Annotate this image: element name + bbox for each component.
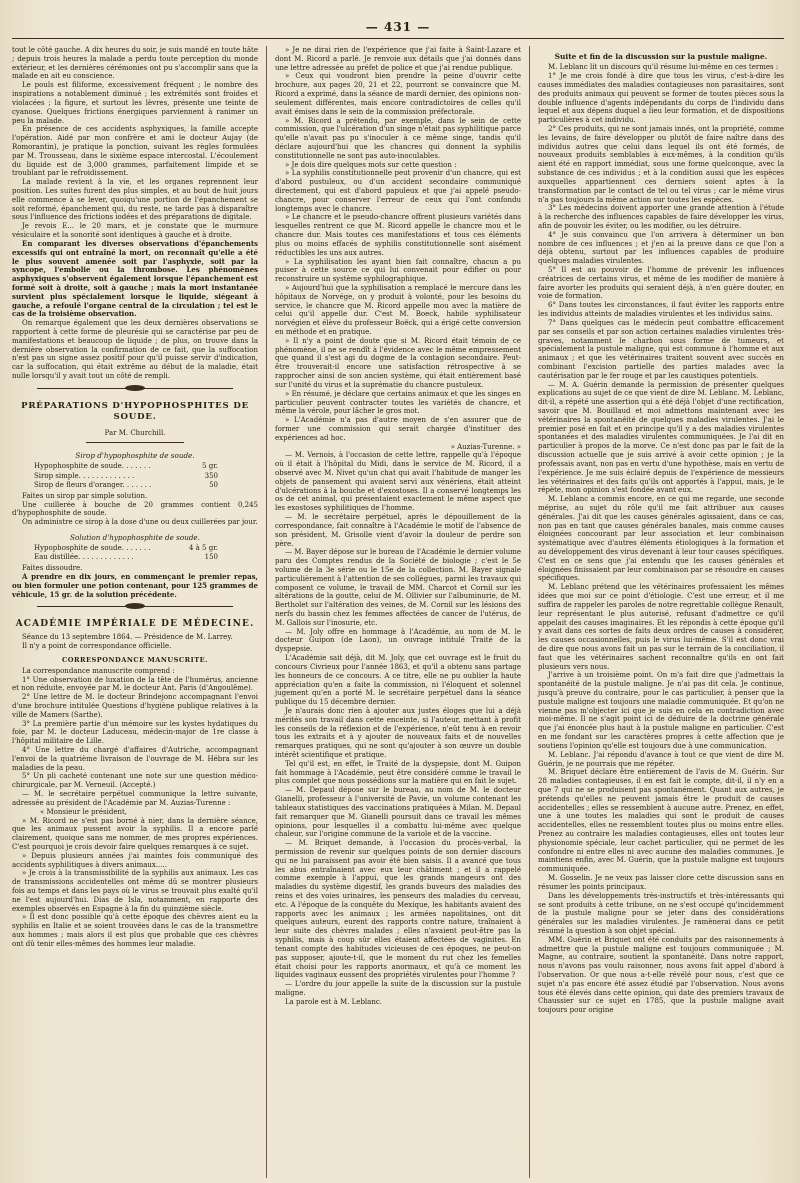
column-1 <box>12 46 258 1178</box>
paragraph: Faites un sirop par simple solution. <box>22 491 148 500</box>
paragraph: — M. le secrétaire perpétuel communique la lettre suivante, adressée au président de l'Académie par M. Auzias-Turenne : <box>12 790 258 807</box>
recipe-row <box>12 462 258 471</box>
paragraph: Je n'aurais donc rien à ajouter aux justes éloges que lui a déjà mérités son travail dans cette enceinte, si l'auteur, mettant à profit les conseils de la réflexion et de l'expérience, n'eût tenu à en revoir tous les extraits et à y ajouter de nouveaux faits et de nouvelles remarques pratiques, qui ne sont qu'ajouter à son œuvre un double intérêt scientifique et pratique. <box>275 706 521 759</box>
paragraph: J'arrive à un troisième point. On m'a fait dire que j'admettais la spontanéité de la pustule maligne. Je n'ai pas dit cela. Je continue, jusqu'à preuve du contraire, pour le cas particulier, à penser que la pustule maligne est toujours une maladie communiquée. Et qu'on ne vienne pas m'objecter ici que je suis en cela en contradiction avec moi-même. Il ne s'agit point ici de déduire de la doctrine générale que j'ai énoncée plus haut à la pustule maligne en particulier. C'est en me fondant sur les caractères propres à cette affection que je soutiens l'opinion qu'elle est toujours due à une communication. <box>538 671 784 750</box>
academy-heading: ACADÉMIE IMPÉRIALE DE MÉDECINE. <box>15 619 255 630</box>
paragraph: 1° Je me crois fondé à dire que tous les virus, c'est-à-dire les causes immédiates des maladies contagieuses non parasitaires, sont des produits animaux qui peuvent se former de toutes pièces sous la double influence d'agents indépendants du corps de l'individu dans lequel et aux dépens duquel a lieu leur formation, et de dispositions particulières à cet individu. <box>538 72 784 125</box>
session-line: Séance du 13 septembre 1864. — Présidence de M. Larrey. <box>22 632 233 641</box>
ingredient-name: Hypophosphite de soude. . . . . . . <box>34 462 151 471</box>
paragraph: » Il n'y a point de doute que si M. Ricord était témoin de ce phénomène, il ne se rendît à l'évidence avec le même empressement que quand il s'est agi du dogme de la contagion secondaire. Peut-être trouverait-il encore une satisfaction rétrospective à se rapprocher ainsi de son ancien système, qui était entièrement basé sur l'unité du virus et la suprématie du chancre pustuleux. <box>275 336 521 389</box>
paragraph: 3° La première partie d'un mémoire sur les kystes hydatiques du foie, par M. le docteur Laduceau, médecin-major de 1re classe à l'hôpital militaire de Lille. <box>12 719 258 746</box>
ingredient-amount: 350 <box>204 471 218 480</box>
paragraph: 7° Dans quelques cas le médecin peut combattre efficacement par ses conseils et par son action certaines maladies virulentes très-graves, notamment le charbon sous forme de tumeurs, et spécialement la pustule maligne, qui est commune à l'homme et aux animaux ; et que les vétérinaires traitent souvent avec succès en combinant l'excision partielle des parties malades avec la cautérisation par le fer rouge et par les caustiques potentiels. <box>538 318 784 380</box>
paragraph: — M. Briquet demande, à l'occasion du procès-verbal, la permission de revenir sur quelques points de son dernier discours qui ne lui paraissent pas avoir été bien saisis. Il a avancé que tous les abus entraînaient avec eux leur châtiment ; et il a rappelé comme exemple à l'appui, que les grands mangeurs ont des maladies du système digestif, les grands buveurs des maladies des reins et des voies urinaires, les penseurs des maladies du cerveau, etc. A l'époque de la conquête du Mexique, les habitants avaient des rapports avec les animaux ; les armées napolitaines, ont dit quelques auteurs, eurent des rapports contre nature, traînaient à leur suite des chèvres malades ; elles n'avaient peut-être pas la syphilis, mais à coup sûr elles étaient affectées de vaginites. En tenant compte des habitudes vicieuses de ces époques, ne peut-on pas supposer, ajoute-t-il, que le moment du rut chez les femelles était choisi pour les rapports anormaux, et qu'à ce moment les liquides vaginaux eussent des propriétés virulentes pour l'homme ? <box>275 839 521 980</box>
letter-salutation: « Monsieur le président, <box>40 807 128 816</box>
paragraph: La correspondance manuscrite comprend : <box>22 666 175 675</box>
recipe-row <box>12 553 258 562</box>
paragraph: » En résumé, je déclare que certains animaux et que les singes en particulier peuvent contracter toutes les variétés de chancre, et même la vérole, pour lâcher le gros mot. <box>275 389 521 416</box>
section-divider <box>12 599 258 613</box>
recipe-table <box>12 544 258 562</box>
paragraph: 2° Une lettre de M. le docteur Brindejonc accompagnant l'envoi d'une brochure intitulée Questions d'hygiène publique relatives à la ville de Mamers (Sarthe). <box>12 693 258 719</box>
ingredient-name: Sirop de fleurs d'oranger. . . . . . . <box>34 480 152 489</box>
paragraph: » Aujourd'hui que la syphilisation a remplacé le mercure dans les hôpitaux de Norvége, on y produit à volonté, pour les besoins du service, le chancre que M. Ricord appelle mou avec la matière de celui qu'il appelle dur. C'est M. Boeck, habile syphilisateur norvégien et élève du professeur Boëck, qui a érigé cette conversion en méthode et en pratique. <box>275 283 521 336</box>
paragraph: A prendre en dix jours, en commençant le premier repas, ou bien formuler une potion contenant, pour 125 grammes de véhicule, 15 gr. de la solution précédente. <box>12 572 258 599</box>
paragraph: Le pouls est filiforme, excessivement fréquent ; le nombre des inspirations a notablement diminué ; les extrémités sont froides et violacées ; la figure, et surtout les lèvres, présente une teinte de cyanose. Quelques frictions énergiques parviennent à ranimer un peu la malade. <box>12 81 258 125</box>
paragraph: » L'Académie n'a pas d'autre moyen de s'en assurer que de former une commission qui serait chargée d'instituer des expériences ad hoc. <box>275 416 521 442</box>
paragraph: En comparant les diverses observations d'épanchements excessifs qui ont entraîné la mort, on reconnaît qu'elle a été le plus souvent amenée soit par l'asphyxie, soit par la syncope, l'embolie ou la thrombose. Les phénomènes asphyxiques s'observent également lorsque l'épanchement est formé soit à droite, soit à gauche ; mais la mort instantanée survient plus spécialement lorsque le liquide, siégeant à gauche, a refoulé l'organe central de la circulation ; tel est le cas de la troisième observation. <box>12 238 258 319</box>
paragraph: » Le chancre et le pseudo-chancre offrent plusieurs variétés dans lesquelles rentrent ce que M. Ricord appelle le chancre mou et le chancre dur. Mais toutes ces manifestations et tous ces éléments plus ou moins effacés de syphilis constitutionnelle sont aisément réductibles les uns aux autres. <box>275 213 521 257</box>
ingredient-amount: 150 <box>204 553 218 562</box>
paragraph: » Il est donc possible qu'à cette époque des chèvres aient eu la syphilis en Italie et se soient trouvées dans le cas de la transmettre aux hommes ; mais alors il est plus que probable que ces chèvres ont dû tenir elles-mêmes des hommes leur maladie. <box>12 913 258 948</box>
ingredient-name: Eau distillée. . . . . . . . . . . . . <box>34 553 134 562</box>
paragraph: » Ceux qui voudront bien prendre la peine d'ouvrir cette brochure, aux pages 20, 21 et 22, pourront se convaincre que M. Ricord a exprimé, dans la séance de mardi dernier, des opinions non-seulement différentes, mais encore contradictoires de celles qu'il avait émises dans le sein de la commission préfectorale. <box>275 72 521 116</box>
recipe-row <box>12 472 258 481</box>
paragraph: M. Leblanc lit un discours qu'il résume lui-même en ces termes : <box>548 63 779 72</box>
paragraph: 5° Un pli cacheté contenant une note sur une question médico-chirurgicale, par M. Verneuil. (Accepté.) <box>12 772 258 790</box>
short-rule <box>12 439 258 445</box>
paragraph: — M. Vernois, à l'occasion de cette lettre, rappelle qu'à l'époque où il était à l'hôpital du Midi, dans le service de M. Ricord, il a observé avec M. Nivet qu'un chat qui avait l'habitude de manger les objets de pansement qui avaient servi aux vénériens, était atteint d'ulcérations à la bouche et d'exostoses. Il a conservé longtemps les os de cet animal, qui présentaient exactement le même aspect que les exostoses syphilitiques de l'homme. <box>275 451 521 513</box>
recipe-title: Solution d'hypophosphite de soude. <box>70 532 200 542</box>
recipe-table <box>12 462 258 489</box>
paragraph: 5° Il est au pouvoir de l'homme de prévenir les influences créatrices de certains virus, et même de les modifier de manière à faire avorter les produits qui seraient déjà, à n'en guère douter, en voie de formation. <box>538 266 784 301</box>
paragraph: M. Briquet déclare être entièrement de l'avis de M. Guérin. Sur 28 maladies contagieuses, il en est fait le compte, dit-il, il n'y en a que 7 qui ne se produisent pas spontanément. Quant aux autres, je prétends qu'elles ne peuvent jamais être le produit de causes accidentelles ; elles se ressemblent à aucune autre. Prenez, en effet, une à une toutes les maladies qui sont le produit de causes accidentelles, elles ne ressemblent toutes plus ou moins entre elles. Prenez au contraire les maladies contagieuses, elles ont toutes leur physionomie spéciale, leur cachet particulier, qui ne permet de les confondre ni entre elles ni avec aucune des maladies communes. Je maintiens enfin, avec M. Guérin, que la pustule maligne est toujours communiquée. <box>538 768 784 874</box>
paragraph: » La syphilisation les ayant bien fait connaître, chacun a pu puiser à cette source ce qui lui convenait pour édifier ou pour reconstruire un système syphilographique. <box>275 257 521 284</box>
paragraph: 2° Ces produits, qui ne sont jamais innés, ont la propriété, comme les levains, de faire développer ou plutôt de faire naître dans des individus autres que celui dans lequel ils ont été formés, de nouveaux produits semblables à eux-mêmes, à la condition qu'ils aient été en rapport immédiat, sous une forme quelconque, avec la substance de ces individus ; et à la condition aussi que les espèces auxquelles appartiennent ces derniers soient aptes à la transformation par le contact de tel ou tel virus ; car le même virus n'a pas toujours la même action sur toutes les espèces. <box>538 125 784 204</box>
ingredient-name: Hypophosphite de soude. . . . . . . <box>34 544 151 552</box>
paragraph: Une cuillerée à bouche de 20 grammes contient 0,245 d'hypophosphite de soude. <box>12 500 258 518</box>
paragraph: 4° Je suis convaincu que l'on arrivera à déterminer un bon nombre de ces influences ; et j'en ai la preuve dans ce que l'on a déjà obtenu, surtout par les influences capables de produire quelques maladies virulentes. <box>538 230 784 266</box>
subheading: CORRESPONDANCE MANUSCRITE. <box>62 656 208 665</box>
paragraph: — M. Joly offre en hommage à l'Académie, au nom de M. le docteur Guipon (de Laon), un ouvrage intitulé Traité de la dyspepsie. <box>275 627 521 654</box>
paragraph: Dans les développements très-instructifs et très-intéressants qui se sont produits à cette tribune, on ne s'est occupé qu'incidemment de la pustule maligne pour se jeter dans des considérations générales sur les maladies virulentes. Je ramènerai dans ce petit résumé la question à son objet spécial. <box>538 891 784 935</box>
paragraph: Tel qu'il est, en effet, le Traité de la dyspepsie, dont M. Guipon fait hommage à l'Académie, peut être considéré comme le travail le plus complet que nous possédions sur la matière qui en fait le sujet. <box>275 759 521 786</box>
paragraph: — L'ordre du jour appelle la suite de la discussion sur la pustule maligne. <box>275 980 521 997</box>
paragraph: » Je dois dire quelques mots sur cette question : <box>285 160 457 169</box>
column-2 <box>266 46 521 1178</box>
paragraph: 4° Une lettre du chargé d'affaires d'Autriche, accompagnant l'envoi de la quatrième livraison de l'ouvrage de M. Hébra sur les maladies de la peau. <box>12 746 258 772</box>
paragraph: » Je crois à la transmissibilité de la syphilis aux animaux. Les cas de transmissions accidentelles ont même dû se montrer plusieurs fois au temps et dans les pays où le virus se trouvait plus exalté qu'il ne l'est aujourd'hui. Dias de Isla, notamment, en rapporte des exemples observés en Espagne à la fin du quinzième siècle. <box>12 869 258 913</box>
ingredient-name: Sirop simple. . . . . . . . . . . . . <box>34 471 135 480</box>
paragraph: 6° Dans toutes les circonstances, il faut éviter les rapports entre les individus atteints de maladies virulentes et les individus sains. <box>538 301 784 319</box>
paragraph: » Je ne dirai rien de l'expérience que j'ai faite à Saint-Lazare et dont M. Ricord a parlé. Je renvoie aux détails que j'ai donnés dans une lettre adressée au préfet de police et que j'ai rendue publique. <box>275 46 521 72</box>
paragraph: — M. le secrétaire perpétuel, après le dépouillement de la correspondance, fait connaître à l'Académie le motif de l'absence de son président, M. Grisolle vient d'avoir la douleur de perdre son père. <box>275 513 521 548</box>
page-header <box>12 14 784 40</box>
paragraph: — M. Depaul dépose sur le bureau, au nom de M. le docteur Gianelli, professeur à l'université de Pavie, un volume contenant les tableaux statistiques des vaccinations pratiquées à Milan. M. Depaul fait remarquer que M. Gianelli poursuit dans ce travail les mêmes opinions, pour lesquelles il a combattu lui-même avec quelque chaleur, sur l'origine commune de la variole et de la vaccine. <box>275 786 521 839</box>
discussion-heading: Suite et fin de la discussion sur la pustule maligne. <box>554 52 768 61</box>
paragraph: Faites dissoudre. <box>22 564 83 573</box>
paragraph: Je revois E... le 20 mars, et je constate que le murmure vésiculaire et la sonorité sont identiques à gauche et à droite. <box>12 222 258 240</box>
paragraph: — M. Bayer dépose sur le bureau de l'Académie le dernier volume paru des Comptes rendus de la Société de biologie ; c'est le 5e volume de la 3e série ou le 15e de la collection. M. Bayer signale particulièrement à l'attention de ses collègues, parmi les travaux qui composent ce volume, le travail de MM. Charcot et Cornil sur les altérations de la goutte, celui de M. Ollivier sur l'albuminurie, de M. Bertholet sur l'altération des veines, de M. Cornil sur les lésions des nerfs du bassin chez les femmes affectées de cancer de l'utérus, de M. Gallois sur l'inosurie, etc. <box>275 548 521 627</box>
paragraph: » M. Ricord a prétendu, par exemple, dans le sein de cette commission, que l'ulcération d'un singe n'était pas syphilitique parce qu'elle n'avait pas pu s'inoculer à ce même singe, tandis qu'il déclare aujourd'hui que les chancres qui donnent la syphilis constitutionnelle ne sont pas auto-inoculables. <box>275 116 521 160</box>
ingredient-amount: 4 à 5 gr. <box>188 544 218 552</box>
section-divider <box>12 381 258 395</box>
recipe-title: Sirop d'hypophosphite de soude. <box>75 451 195 461</box>
ingredient-amount: 5 gr. <box>202 462 218 471</box>
paragraph: M. Leblanc prétend que les vétérinaires professaient les mêmes idées que moi sur ce point d'étiologie. C'est une erreur, et il me suffira de rappeler les paroles de notre regrettable collègue Renault, leur représentant le plus autorisé, refusant d'admettre ce qu'il appelait des causes imaginaires. Et les répondis à cette époque qu'il y avait dans ces sortes de faits deux ordres de causes à considérer, les causes occasionnelles, puis le virus lui-même. S'il est donc vrai de dire que nous avons fait un pas sur le terrain de la conciliation, il faut que les vétérinaires sachent reconnaître qu'ils en ont fait plusieurs vers nous. <box>538 583 784 671</box>
paragraph: Il n'y a point de correspondance officielle. <box>22 641 172 650</box>
paragraph: La malade revient à la vie, et les organes reprennent leur position. Les suites furent des plus simples, et au bout de huit jours elle commence à se lever, quoiqu'une portion de l'épanchement se soit reformé, épanchement qui, du reste, ne tarde pas à disparaître sous l'influence des frictions iodées et des préparations de digitale. <box>12 178 258 222</box>
paragraph: On remarque également que les deux dernières observations se rapportent à cette forme de pleurésie qui se caractérise par peu de manifestations et beaucoup de liquide ; de plus, on trouve dans la dernière observation la confirmation de ce fait, que la suffocation n'est pas un signe assez positif pour qu'il puisse servir d'indication, car la suffocation, qui était extrême au début de la maladie, était nulle lorsqu'il y avait tout un côté de rempli. <box>12 319 258 381</box>
paragraph: M. Leblanc a commis encore, en ce qui me regarde, une seconde méprise, au sujet du rôle qu'il me fait attribuer aux causes générales. J'ai dit que les causes générales agissaient, dans ce cas, non pas en tant que causes générales banales, mais comme causes éloignées concourant par leur association et leur combinaison systématique avec d'autres éléments étiologiques à la formation et au développement des virus devenant à leur tour causes spécifiques. C'est en ce sens que j'ai entendu que les causes générales et éloignées finissaient par leur combinaison par se résoudre en causes spécifiques. <box>538 495 784 583</box>
paragraph: En présence de ces accidents asphyxiques, la famille accepte l'opération. Aidé par mon confrère et ami le docteur Aujay (de Romorantin), je pratique la ponction, suivant les règles formulées par M. Trousseau, dans le sixième espace intercostal. L'écoulement du liquide est de 3,000 grammes, parfaitement limpide et se troublant par le refroidissement. <box>12 125 258 178</box>
paragraph: MM. Guérin et Briquet ont été conduits par des raisonnements à admettre que la pustule maligne est toujours communiquée ; M. Magne, au contraire, soutient la spontanéité. Dans notre rapport, nous n'avons pas voulu raisonner, nous avons fait appel d'abord à l'observation. Or que nous a-t-elle révélé pour nous, c'est que ce sujet n'a pas encore été assez étudié par l'observation. Nous avons tous été élevés dans cette opinion, qui date des premiers travaux de Chaussier sur ce sujet en 1785, que la pustule maligne avait toujours pour origine <box>538 935 784 1015</box>
paragraph: » M. Ricord ne s'est pas borné à nier, dans la dernière séance, que les animaux pussent avoir la syphilis. Il a encore parlé clairement, quoique sans me nommer, de mes propres expériences. C'est pourquoi je crois devoir faire quelques remarques à ce sujet. <box>12 816 258 851</box>
paragraph: On administre ce sirop à la dose d'une ou deux cuillerées par jour. <box>22 518 258 527</box>
paragraph: La parole est à M. Leblanc. <box>285 997 382 1006</box>
columns <box>12 46 784 1178</box>
article-author: Par M. Churchill. <box>104 428 166 437</box>
paragraph: » Depuis plusieurs années j'ai maintes fois communiqué des accidents syphilitiques à divers animaux..... <box>12 851 258 869</box>
letter-signature: » Auzias-Turenne. » <box>450 442 521 451</box>
paragraph: — M. A. Guérin demande la permission de présenter quelques explications au sujet de ce que vient de dire M. Leblanc. M. Leblanc, dit-il, a répété une assertion qui a été déjà l'objet d'une rectification, savoir que M. Bouillaud et moi admettons maintenant avec les vétérinaires la spontanéité de quelques maladies virulentes. J'ai le premier posé en fait et en principe qu'il y a des maladies virulentes spontanées et des maladies virulentes communiquées. Je l'ai dit en particulier à propos de la morve. Ce n'est donc pas par le fait de la discussion actuelle que je suis arrivé à avoir cette opinion ; je la professais avant, non pas en vertu d'une hypothèse, mais en vertu de l'expérience. Je me suis éclairé depuis de l'expérience de messieurs les vétérinaires et des faits qu'ils ont apportés à l'appui, mais, je le répète, mon opinion s'est fondée avant eux. <box>538 380 784 495</box>
paragraph: » La syphilis constitutionnelle peut provenir d'un chancre, qui est d'abord pustuleux, ou d'un accident secondaire communiqué directement, qui est d'abord papuleux et que j'ai appelé pseudo-chancre, pour conserver l'erreur de ceux qui l'ont confondu longtemps avec le chancre. <box>275 169 521 213</box>
paragraph: M. Gosselin. Je ne veux pas laisser clore cette discussion sans en résumer les points principaux. <box>538 874 784 891</box>
section-heading: PRÉPARATIONS D'HYPOPHOSPHITES DE SOUDE. <box>21 400 249 422</box>
recipe-row <box>12 481 258 490</box>
recipe-row <box>12 544 258 553</box>
page-number: — 431 — <box>365 20 431 34</box>
column-3 <box>529 46 784 1178</box>
paragraph: 3° Les médecins doivent apporter une grande attention à l'étude à la recherche des influences capables de faire développer les virus, afin de pouvoir les éviter, ou les modifier, ou les détruire. <box>538 204 784 230</box>
paragraph: tout le côté gauche. A dix heures du soir, je suis mandé en toute hâte ; depuis trois heures la malade a perdu toute perception du monde extérieur, et les dernières cérémonies ont pu s'accomplir sans que la malade en ait eu conscience. <box>12 46 258 81</box>
paragraph: 1° Une observation de luxation de la tête de l'humérus, ancienne et non réduite, envoyée par M. le docteur Ant. Paris (d'Angoulême). <box>12 675 258 693</box>
ingredient-amount: 50 <box>209 480 218 489</box>
paragraph: M. Leblanc. J'ai répondu d'avance à tout ce que vient de dire M. Guérin, je ne pourrais que me répéter. <box>538 750 784 768</box>
paragraph: L'Académie sait déjà, dit M. Joly, que cet ouvrage est le fruit du concours Civrieux pour l'année 1863, et qu'il a obtenu sans partage les honneurs de ce concours. A ce titre, elle ne pu oublier la haute appréciation qu'en a faite la commission, ni l'éloquent et solennel jugement qu'en a porté M. le secrétaire perpétuel dans la séance publique du 15 décembre dernier. <box>275 654 521 707</box>
header-rule <box>12 38 784 39</box>
